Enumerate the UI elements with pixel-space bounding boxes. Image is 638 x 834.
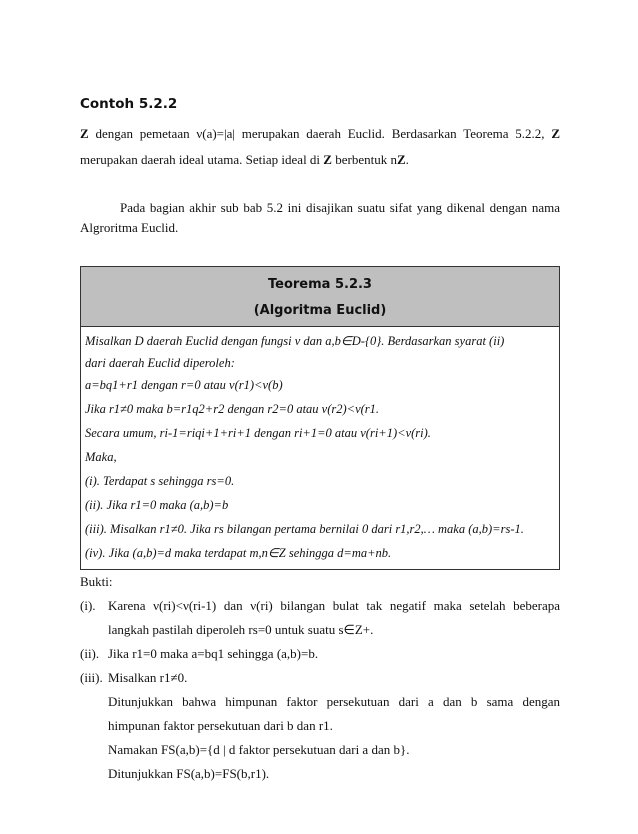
theorem-subtitle: (Algoritma Euclid)	[253, 303, 387, 318]
paragraph-line-2: Algroritma Euclid.	[80, 220, 179, 235]
proof-item-text: Karena ν(ri)<ν(ri-1) dan ν(ri) bilangan bulat tak negatif maka setelah beberapa	[108, 598, 560, 613]
example-line-1: Z dengan pemetaan ν(a)=|a| merupakan daerah Euclid. Berdasarkan Teorema 5.2.2, Z	[80, 126, 560, 141]
theorem-line: Secara umum, ri-1=riqi+1+ri+1 dengan ri+1=0 atau ν(ri+1)<ν(ri).	[85, 426, 431, 440]
proof-item-text: Ditunjukkan bahwa himpunan faktor persekutuan dari a dan b sama dengan	[108, 694, 560, 709]
example-heading: Contoh 5.2.2	[80, 96, 178, 112]
theorem-line: Maka,	[85, 450, 117, 464]
theorem-line: a=bq1+r1 dengan r=0 atau ν(r1)<ν(b)	[85, 378, 283, 392]
theorem-item: (i). Terdapat s sehingga rs=0.	[85, 474, 235, 488]
theorem-title: Teorema 5.2.3	[268, 277, 372, 292]
proof-item-text: Jika r1=0 maka a=bq1 sehingga (a,b)=b.	[108, 646, 319, 661]
proof-item-number: (i).	[80, 598, 96, 613]
theorem-line: Jika r1≠0 maka b=r1q2+r2 dengan r2=0 atau ν(r2)<ν(r1.	[85, 402, 380, 416]
theorem-item: (iii). Misalkan r1≠0. Jika rs bilangan pertama bernilai 0 dari r1,r2,… maka (a,b)=rs-1.	[85, 522, 524, 536]
theorem-header	[81, 267, 559, 327]
theorem-box	[80, 266, 560, 570]
proof-item-text: langkah pastilah diperoleh rs=0 untuk suatu s∈Z+.	[108, 622, 374, 637]
proof-item-text: Ditunjukkan FS(a,b)=FS(b,r1).	[108, 766, 270, 781]
theorem-item: (ii). Jika r1=0 maka (a,b)=b	[85, 498, 229, 512]
proof-item-text: Misalkan r1≠0.	[108, 670, 188, 685]
proof-item-text: Namakan FS(a,b)={d | d faktor persekutuan dari a dan b}.	[108, 742, 410, 757]
proof-item-text: himpunan faktor persekutuan dari b dan r1.	[108, 718, 333, 733]
example-line-2: merupakan daerah ideal utama. Setiap ideal di Z berbentuk nZ.	[80, 152, 409, 167]
proof-label: Bukti:	[80, 574, 113, 589]
proof-item-number: (ii).	[80, 646, 100, 661]
theorem-item: (iv). Jika (a,b)=d maka terdapat m,n∈Z sehingga d=ma+nb.	[85, 546, 392, 560]
theorem-line: Misalkan D daerah Euclid dengan fungsi ν dan a,b∈D-{0}. Berdasarkan syarat (ii)	[85, 334, 505, 348]
proof-item-number: (iii).	[80, 670, 103, 685]
paragraph-line-1: Pada bagian akhir sub bab 5.2 ini disajikan suatu sifat yang dikenal dengan nama	[120, 200, 560, 215]
theorem-line: dari daerah Euclid diperoleh:	[85, 356, 235, 370]
